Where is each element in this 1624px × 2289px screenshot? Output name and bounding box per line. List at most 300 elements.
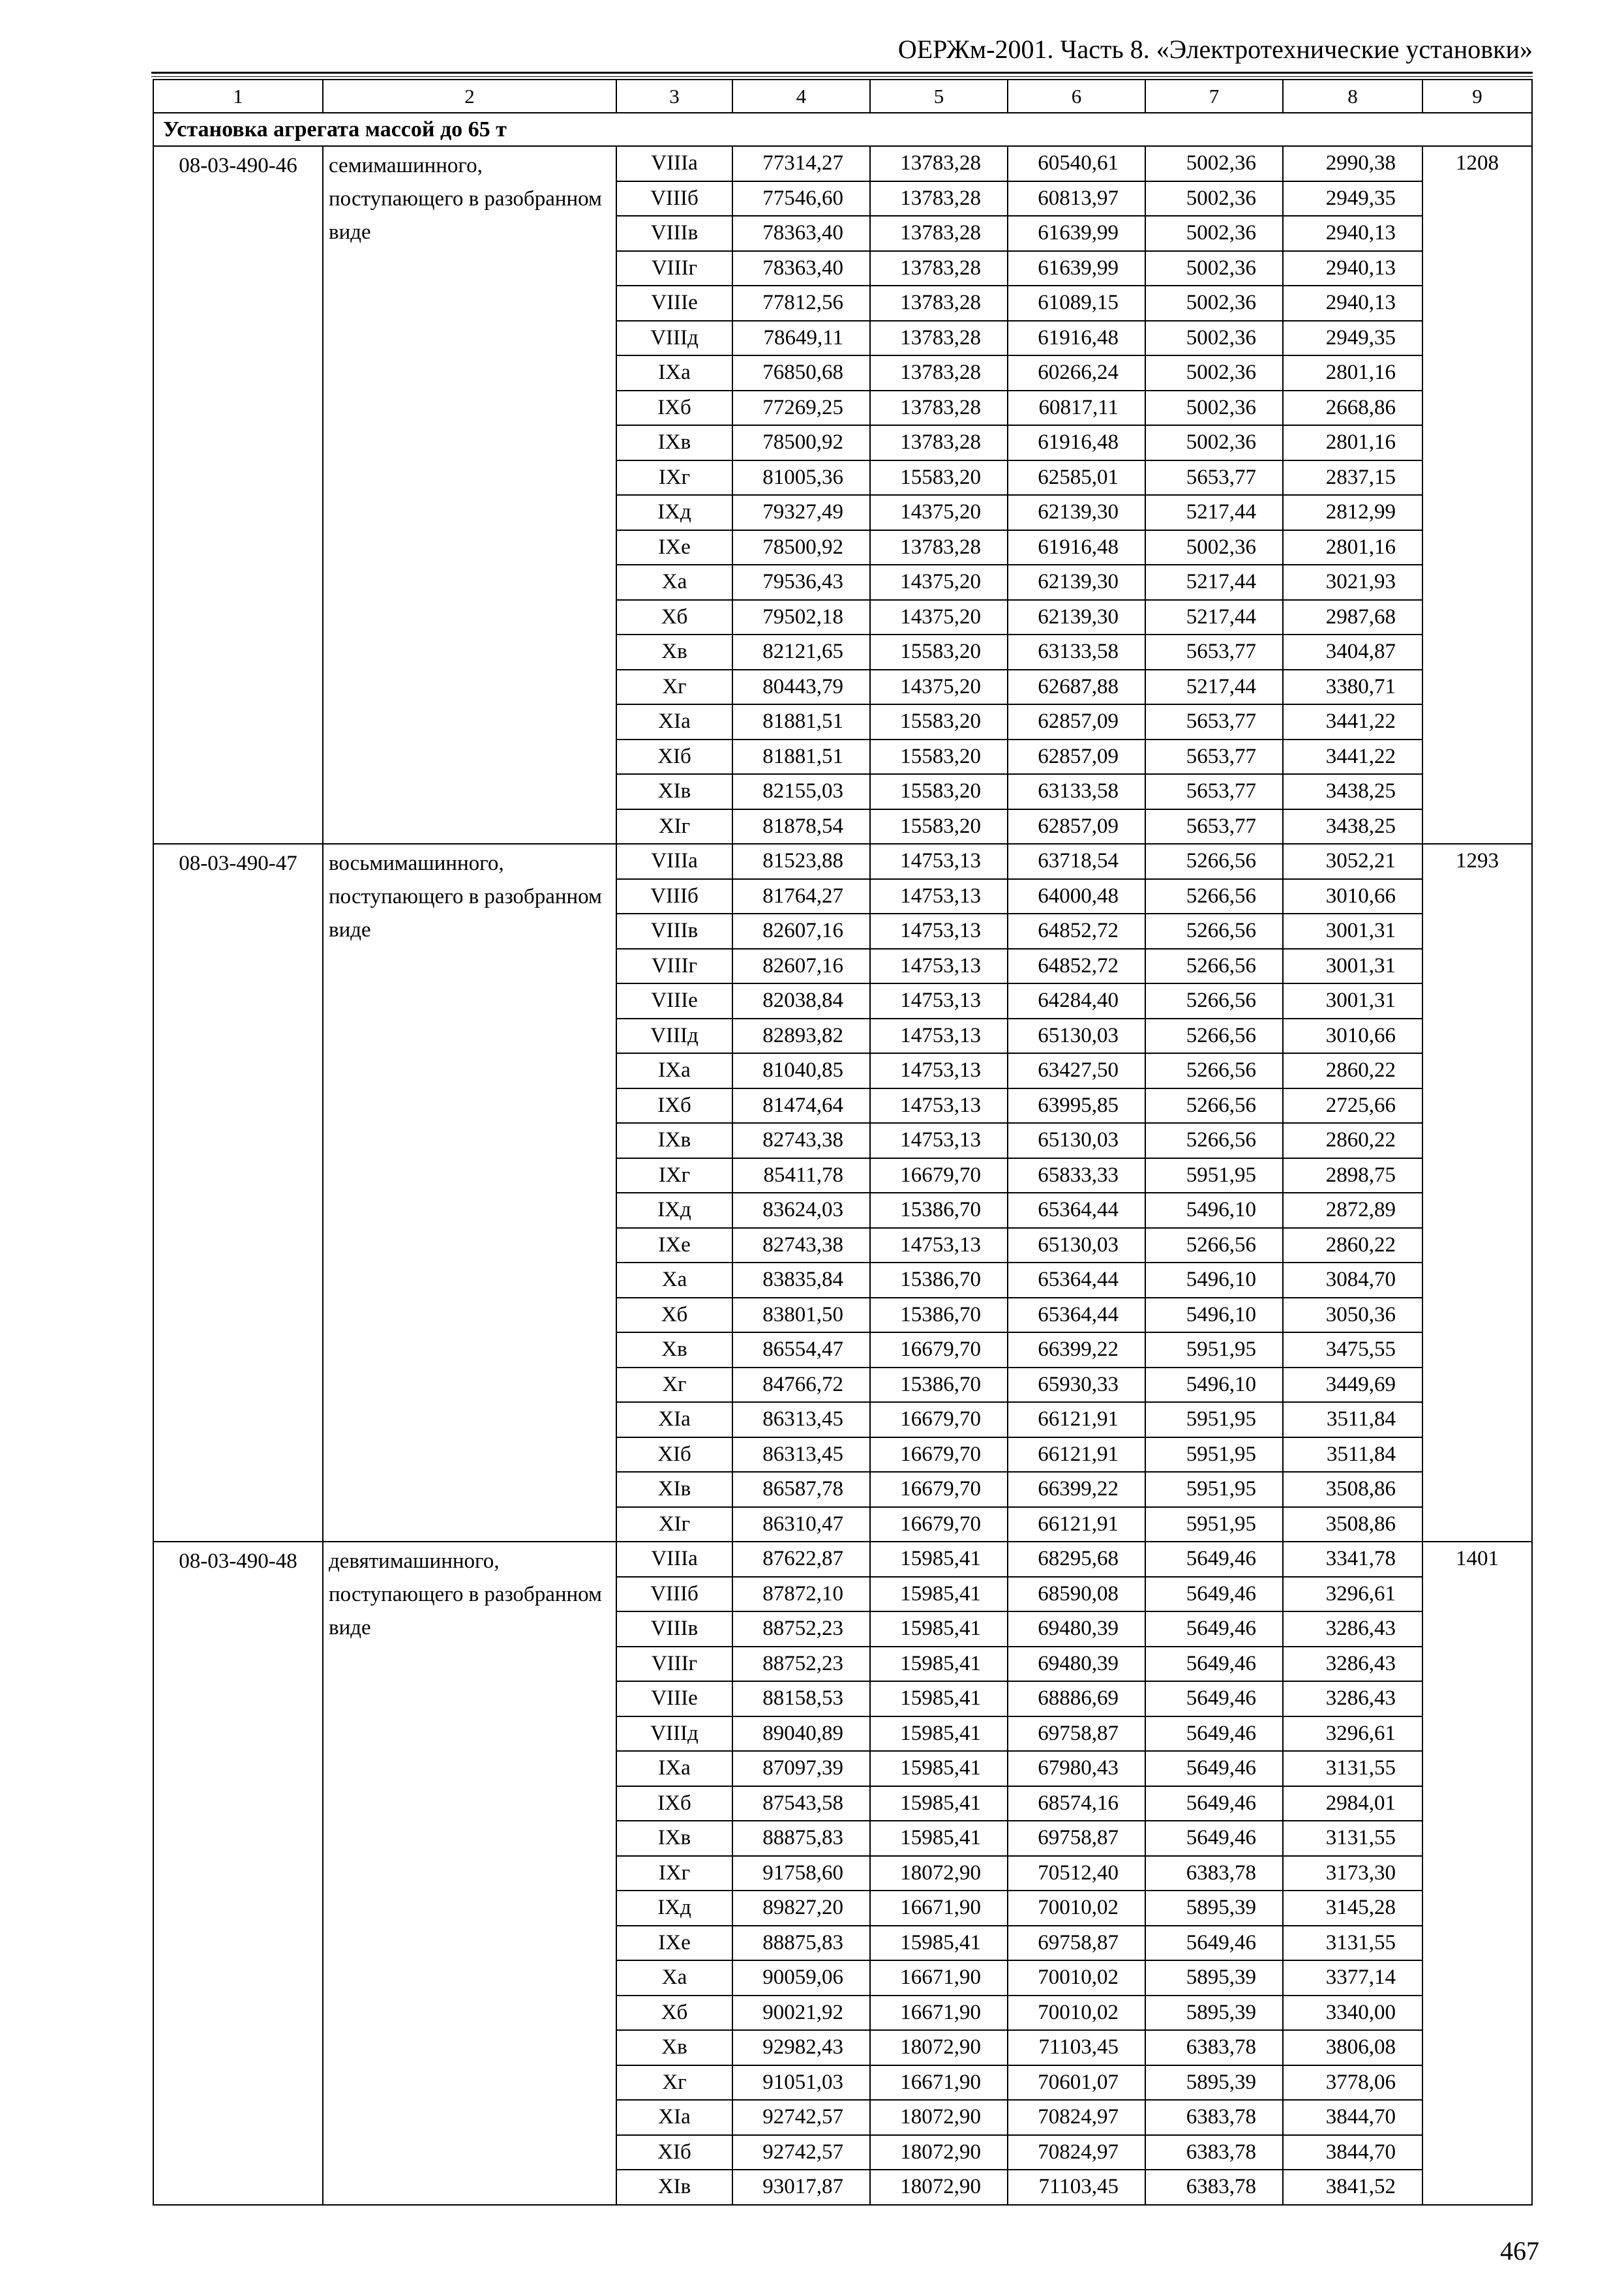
value-cell: 88158,53	[732, 1681, 870, 1716]
value-cell: 15583,20	[870, 460, 1008, 496]
value-cell: 5649,46	[1145, 1611, 1283, 1647]
value-cell: 3511,84	[1283, 1437, 1422, 1473]
value-cell: 5951,95	[1145, 1437, 1283, 1473]
value-cell: 13783,28	[870, 216, 1008, 251]
zone-cell: XIб	[616, 740, 732, 775]
zone-cell: XIв	[616, 774, 732, 809]
value-cell: 5217,44	[1145, 495, 1283, 530]
table-row	[153, 1542, 1532, 1577]
value-cell: 16679,70	[870, 1158, 1008, 1193]
value-cell: 3296,61	[1283, 1716, 1422, 1752]
value-cell: 3001,31	[1283, 983, 1422, 1019]
value-cell: 88752,23	[732, 1647, 870, 1682]
value-cell: 69758,87	[1008, 1926, 1145, 1961]
value-cell: 3001,31	[1283, 914, 1422, 949]
value-cell: 79536,43	[732, 565, 870, 600]
value-cell: 81523,88	[732, 844, 870, 879]
zone-cell: IXв	[616, 1821, 732, 1856]
value-cell: 3511,84	[1283, 1402, 1422, 1437]
value-cell: 5649,46	[1145, 1821, 1283, 1856]
value-cell: 78500,92	[732, 530, 870, 565]
value-cell: 15583,20	[870, 704, 1008, 740]
zone-cell: VIIIб	[616, 181, 732, 217]
value-cell: 5266,56	[1145, 879, 1283, 914]
zone-cell: VIIIа	[616, 146, 732, 181]
value-cell: 3296,61	[1283, 1577, 1422, 1612]
value-cell: 70010,02	[1008, 1960, 1145, 1996]
value-cell: 2898,75	[1283, 1158, 1422, 1193]
value-cell: 62139,30	[1008, 600, 1145, 635]
value-cell: 5266,56	[1145, 949, 1283, 984]
value-cell: 69480,39	[1008, 1611, 1145, 1647]
value-cell: 65833,33	[1008, 1158, 1145, 1193]
value-cell: 81474,64	[732, 1088, 870, 1124]
value-cell: 82743,38	[732, 1228, 870, 1263]
value-cell: 5649,46	[1145, 1926, 1283, 1961]
value-cell: 61916,48	[1008, 530, 1145, 565]
value-cell: 5951,95	[1145, 1402, 1283, 1437]
value-cell: 63427,50	[1008, 1053, 1145, 1088]
value-cell: 65930,33	[1008, 1368, 1145, 1403]
value-cell: 5002,36	[1145, 286, 1283, 321]
value-cell: 5895,39	[1145, 1891, 1283, 1926]
value-cell: 15985,41	[870, 1821, 1008, 1856]
zone-cell: XIб	[616, 1437, 732, 1473]
zone-cell: VIIIд	[616, 1716, 732, 1752]
value-cell: 5951,95	[1145, 1332, 1283, 1368]
value-cell: 66121,91	[1008, 1437, 1145, 1473]
value-cell: 61639,99	[1008, 216, 1145, 251]
value-cell: 78500,92	[732, 425, 870, 460]
header-rule-thin	[151, 76, 1533, 77]
value-cell: 2837,15	[1283, 460, 1422, 496]
value-cell: 14753,13	[870, 844, 1008, 879]
value-cell: 65130,03	[1008, 1123, 1145, 1158]
zone-cell: VIIIв	[616, 1611, 732, 1647]
value-cell: 5649,46	[1145, 1716, 1283, 1752]
value-cell: 3441,22	[1283, 740, 1422, 775]
zone-cell: VIIIг	[616, 251, 732, 286]
value-cell: 86313,45	[732, 1437, 870, 1473]
value-cell: 2949,35	[1283, 181, 1422, 217]
value-cell: 79327,49	[732, 495, 870, 530]
zone-cell: Xг	[616, 670, 732, 705]
zone-cell: VIIIе	[616, 1681, 732, 1716]
value-cell: 62857,09	[1008, 740, 1145, 775]
value-cell: 81040,85	[732, 1053, 870, 1088]
value-cell: 5653,77	[1145, 460, 1283, 496]
value-cell: 70512,40	[1008, 1856, 1145, 1891]
zone-cell: Xб	[616, 1298, 732, 1333]
value-cell: 68574,16	[1008, 1786, 1145, 1821]
value-cell: 3844,70	[1283, 2100, 1422, 2135]
value-cell: 3052,21	[1283, 844, 1422, 879]
value-cell: 81005,36	[732, 460, 870, 496]
value-cell: 15386,70	[870, 1298, 1008, 1333]
column-number: 7	[1145, 80, 1283, 113]
zone-cell: Xв	[616, 1332, 732, 1368]
value-cell: 5951,95	[1145, 1507, 1283, 1542]
value-cell: 15583,20	[870, 809, 1008, 845]
value-cell: 3010,66	[1283, 879, 1422, 914]
value-cell: 5653,77	[1145, 635, 1283, 670]
value-cell: 88875,83	[732, 1926, 870, 1961]
value-cell: 5217,44	[1145, 600, 1283, 635]
value-cell: 15985,41	[870, 1926, 1008, 1961]
value-cell: 15386,70	[870, 1193, 1008, 1228]
value-cell: 88752,23	[732, 1611, 870, 1647]
column-number: 4	[732, 80, 870, 113]
zone-cell: IXе	[616, 1228, 732, 1263]
value-cell: 13783,28	[870, 425, 1008, 460]
value-cell: 6383,78	[1145, 2135, 1283, 2170]
column-number: 2	[323, 80, 616, 113]
value-cell: 62585,01	[1008, 460, 1145, 496]
value-cell: 3286,43	[1283, 1647, 1422, 1682]
value-cell: 5895,39	[1145, 1960, 1283, 1996]
value-cell: 68886,69	[1008, 1681, 1145, 1716]
zone-cell: VIIIе	[616, 286, 732, 321]
value-cell: 82743,38	[732, 1123, 870, 1158]
value-cell: 81881,51	[732, 704, 870, 740]
zone-cell: XIа	[616, 2100, 732, 2135]
value-cell: 66399,22	[1008, 1332, 1145, 1368]
value-cell: 16679,70	[870, 1437, 1008, 1473]
value-cell: 64284,40	[1008, 983, 1145, 1019]
value-cell: 62139,30	[1008, 565, 1145, 600]
item-code: 08-03-490-48	[153, 1542, 323, 2205]
value-cell: 70010,02	[1008, 1891, 1145, 1926]
item-name: девятимашинного, поступающего в разобранном виде	[323, 1542, 616, 2205]
value-cell: 60540,61	[1008, 146, 1145, 181]
value-cell: 14753,13	[870, 949, 1008, 984]
zone-cell: Xа	[616, 565, 732, 600]
value-cell: 5951,95	[1145, 1158, 1283, 1193]
zone-cell: IXа	[616, 1053, 732, 1088]
value-cell: 13783,28	[870, 321, 1008, 356]
zone-cell: IXд	[616, 1891, 732, 1926]
value-cell: 70601,07	[1008, 2065, 1145, 2101]
column-number-row	[153, 80, 1532, 113]
value-cell: 92742,57	[732, 2135, 870, 2170]
value-cell: 3340,00	[1283, 1996, 1422, 2031]
value-cell: 65364,44	[1008, 1298, 1145, 1333]
value-cell: 6383,78	[1145, 2100, 1283, 2135]
value-cell: 13783,28	[870, 530, 1008, 565]
value-cell: 82893,82	[732, 1019, 870, 1054]
value-cell: 3131,55	[1283, 1926, 1422, 1961]
value-cell: 13783,28	[870, 355, 1008, 391]
col9-value: 1401	[1422, 1542, 1532, 2205]
zone-cell: Xб	[616, 1996, 732, 2031]
value-cell: 2984,01	[1283, 1786, 1422, 1821]
value-cell: 61089,15	[1008, 286, 1145, 321]
value-cell: 5266,56	[1145, 983, 1283, 1019]
column-number: 3	[616, 80, 732, 113]
value-cell: 5217,44	[1145, 565, 1283, 600]
value-cell: 63133,58	[1008, 774, 1145, 809]
value-cell: 91758,60	[732, 1856, 870, 1891]
section-title: Установка агрегата массой до 65 т	[153, 113, 1532, 146]
value-cell: 2860,22	[1283, 1123, 1422, 1158]
value-cell: 18072,90	[870, 2100, 1008, 2135]
zone-cell: Xг	[616, 1368, 732, 1403]
zone-cell: VIIIе	[616, 983, 732, 1019]
value-cell: 16679,70	[870, 1472, 1008, 1507]
value-cell: 15583,20	[870, 774, 1008, 809]
zone-cell: IXе	[616, 1926, 732, 1961]
zone-cell: IXа	[616, 1751, 732, 1786]
value-cell: 5951,95	[1145, 1472, 1283, 1507]
zone-cell: VIIIд	[616, 1019, 732, 1054]
column-number: 1	[153, 80, 323, 113]
value-cell: 16671,90	[870, 2065, 1008, 2101]
value-cell: 5266,56	[1145, 914, 1283, 949]
table-row	[153, 146, 1532, 181]
value-cell: 65130,03	[1008, 1019, 1145, 1054]
value-cell: 15386,70	[870, 1368, 1008, 1403]
value-cell: 5649,46	[1145, 1681, 1283, 1716]
value-cell: 13783,28	[870, 251, 1008, 286]
value-cell: 2668,86	[1283, 391, 1422, 426]
value-cell: 85411,78	[732, 1158, 870, 1193]
section-row	[153, 113, 1532, 146]
value-cell: 14753,13	[870, 1088, 1008, 1124]
value-cell: 16679,70	[870, 1332, 1008, 1368]
value-cell: 92982,43	[732, 2030, 870, 2065]
value-cell: 2987,68	[1283, 600, 1422, 635]
value-cell: 14753,13	[870, 1228, 1008, 1263]
value-cell: 66121,91	[1008, 1402, 1145, 1437]
value-cell: 77546,60	[732, 181, 870, 217]
value-cell: 5496,10	[1145, 1193, 1283, 1228]
value-cell: 5002,36	[1145, 391, 1283, 426]
value-cell: 3449,69	[1283, 1368, 1422, 1403]
item-name: восьмимашинного, поступающего в разобранном виде	[323, 844, 616, 1542]
value-cell: 2860,22	[1283, 1228, 1422, 1263]
value-cell: 3084,70	[1283, 1263, 1422, 1298]
value-cell: 86587,78	[732, 1472, 870, 1507]
value-cell: 82155,03	[732, 774, 870, 809]
value-cell: 5002,36	[1145, 530, 1283, 565]
zone-cell: IXб	[616, 391, 732, 426]
value-cell: 2940,13	[1283, 216, 1422, 251]
zone-cell: IXа	[616, 355, 732, 391]
zone-cell: VIIIа	[616, 844, 732, 879]
zone-cell: VIIIв	[616, 216, 732, 251]
value-cell: 2860,22	[1283, 1053, 1422, 1088]
value-cell: 70824,97	[1008, 2135, 1145, 2170]
value-cell: 86554,47	[732, 1332, 870, 1368]
value-cell: 14753,13	[870, 1123, 1008, 1158]
value-cell: 6383,78	[1145, 2170, 1283, 2205]
item-name: семимашинного, поступающего в разобранном виде	[323, 146, 616, 844]
value-cell: 68295,68	[1008, 1542, 1145, 1577]
value-cell: 14753,13	[870, 1053, 1008, 1088]
value-cell: 90059,06	[732, 1960, 870, 1996]
value-cell: 69480,39	[1008, 1647, 1145, 1682]
value-cell: 5002,36	[1145, 321, 1283, 356]
value-cell: 2801,16	[1283, 355, 1422, 391]
zone-cell: Xб	[616, 600, 732, 635]
zone-cell: IXг	[616, 1856, 732, 1891]
value-cell: 87097,39	[732, 1751, 870, 1786]
value-cell: 2872,89	[1283, 1193, 1422, 1228]
value-cell: 15985,41	[870, 1611, 1008, 1647]
value-cell: 13783,28	[870, 286, 1008, 321]
value-cell: 62857,09	[1008, 809, 1145, 845]
value-cell: 5649,46	[1145, 1647, 1283, 1682]
value-cell: 16671,90	[870, 1996, 1008, 2031]
value-cell: 86310,47	[732, 1507, 870, 1542]
zone-cell: IXв	[616, 425, 732, 460]
value-cell: 18072,90	[870, 2135, 1008, 2170]
value-cell: 77269,25	[732, 391, 870, 426]
zone-cell: VIIIг	[616, 1647, 732, 1682]
value-cell: 81881,51	[732, 740, 870, 775]
value-cell: 15985,41	[870, 1647, 1008, 1682]
zone-cell: VIIIа	[616, 1542, 732, 1577]
column-number: 6	[1008, 80, 1145, 113]
value-cell: 5266,56	[1145, 1088, 1283, 1124]
value-cell: 14753,13	[870, 983, 1008, 1019]
zone-cell: XIа	[616, 1402, 732, 1437]
value-cell: 5002,36	[1145, 216, 1283, 251]
value-cell: 5649,46	[1145, 1751, 1283, 1786]
zone-cell: IXд	[616, 495, 732, 530]
value-cell: 5266,56	[1145, 1123, 1283, 1158]
value-cell: 83801,50	[732, 1298, 870, 1333]
value-cell: 5653,77	[1145, 704, 1283, 740]
item-code: 08-03-490-47	[153, 844, 323, 1542]
value-cell: 5002,36	[1145, 355, 1283, 391]
value-cell: 3173,30	[1283, 1856, 1422, 1891]
value-cell: 14753,13	[870, 1019, 1008, 1054]
zone-cell: XIв	[616, 1472, 732, 1507]
value-cell: 3377,14	[1283, 1960, 1422, 1996]
value-cell: 83835,84	[732, 1263, 870, 1298]
value-cell: 15985,41	[870, 1716, 1008, 1752]
zone-cell: IXв	[616, 1123, 732, 1158]
value-cell: 83624,03	[732, 1193, 870, 1228]
value-cell: 14375,20	[870, 495, 1008, 530]
value-cell: 88875,83	[732, 1821, 870, 1856]
zone-cell: VIIIг	[616, 949, 732, 984]
value-cell: 62139,30	[1008, 495, 1145, 530]
value-cell: 5266,56	[1145, 1228, 1283, 1263]
value-cell: 66121,91	[1008, 1507, 1145, 1542]
value-cell: 61916,48	[1008, 425, 1145, 460]
zone-cell: IXг	[616, 1158, 732, 1193]
zone-cell: XIб	[616, 2135, 732, 2170]
value-cell: 60266,24	[1008, 355, 1145, 391]
value-cell: 3508,86	[1283, 1472, 1422, 1507]
value-cell: 3050,36	[1283, 1298, 1422, 1333]
value-cell: 5266,56	[1145, 844, 1283, 879]
value-cell: 89040,89	[732, 1716, 870, 1752]
value-cell: 78363,40	[732, 216, 870, 251]
zone-cell: VIIIб	[616, 1577, 732, 1612]
value-cell: 2801,16	[1283, 530, 1422, 565]
value-cell: 3131,55	[1283, 1751, 1422, 1786]
value-cell: 3475,55	[1283, 1332, 1422, 1368]
value-cell: 65130,03	[1008, 1228, 1145, 1263]
value-cell: 62857,09	[1008, 704, 1145, 740]
value-cell: 71103,45	[1008, 2170, 1145, 2205]
value-cell: 69758,87	[1008, 1821, 1145, 1856]
value-cell: 70010,02	[1008, 1996, 1145, 2031]
value-cell: 5266,56	[1145, 1019, 1283, 1054]
zone-cell: Xг	[616, 2065, 732, 2101]
zone-cell: XIг	[616, 809, 732, 845]
zone-cell: XIв	[616, 2170, 732, 2205]
value-cell: 63995,85	[1008, 1088, 1145, 1124]
value-cell: 87622,87	[732, 1542, 870, 1577]
value-cell: 2990,38	[1283, 146, 1422, 181]
value-cell: 78363,40	[732, 251, 870, 286]
value-cell: 15985,41	[870, 1751, 1008, 1786]
value-cell: 61639,99	[1008, 251, 1145, 286]
value-cell: 62687,88	[1008, 670, 1145, 705]
value-cell: 3001,31	[1283, 949, 1422, 984]
zone-cell: VIIIд	[616, 321, 732, 356]
price-table	[153, 79, 1533, 2206]
value-cell: 14375,20	[870, 600, 1008, 635]
value-cell: 5496,10	[1145, 1263, 1283, 1298]
value-cell: 67980,43	[1008, 1751, 1145, 1786]
value-cell: 89827,20	[732, 1891, 870, 1926]
value-cell: 77314,27	[732, 146, 870, 181]
column-number: 8	[1283, 80, 1422, 113]
value-cell: 5002,36	[1145, 181, 1283, 217]
zone-cell: XIа	[616, 704, 732, 740]
value-cell: 77812,56	[732, 286, 870, 321]
value-cell: 3438,25	[1283, 809, 1422, 845]
value-cell: 15386,70	[870, 1263, 1008, 1298]
value-cell: 5496,10	[1145, 1298, 1283, 1333]
value-cell: 5653,77	[1145, 774, 1283, 809]
zone-cell: IXг	[616, 460, 732, 496]
value-cell: 3131,55	[1283, 1821, 1422, 1856]
value-cell: 2801,16	[1283, 425, 1422, 460]
zone-cell: XIг	[616, 1507, 732, 1542]
value-cell: 91051,03	[732, 2065, 870, 2101]
value-cell: 69758,87	[1008, 1716, 1145, 1752]
value-cell: 82607,16	[732, 949, 870, 984]
zone-cell: Xа	[616, 1960, 732, 1996]
value-cell: 81764,27	[732, 879, 870, 914]
value-cell: 5002,36	[1145, 425, 1283, 460]
value-cell: 2940,13	[1283, 286, 1422, 321]
value-cell: 5895,39	[1145, 1996, 1283, 2031]
zone-cell: VIIIв	[616, 914, 732, 949]
value-cell: 5653,77	[1145, 809, 1283, 845]
value-cell: 2812,99	[1283, 495, 1422, 530]
value-cell: 3778,06	[1283, 2065, 1422, 2101]
value-cell: 3806,08	[1283, 2030, 1422, 2065]
value-cell: 65364,44	[1008, 1193, 1145, 1228]
value-cell: 60813,97	[1008, 181, 1145, 217]
value-cell: 5649,46	[1145, 1542, 1283, 1577]
column-number: 9	[1422, 80, 1532, 113]
value-cell: 15985,41	[870, 1786, 1008, 1821]
value-cell: 16679,70	[870, 1402, 1008, 1437]
table-row	[153, 844, 1532, 879]
value-cell: 3438,25	[1283, 774, 1422, 809]
value-cell: 5217,44	[1145, 670, 1283, 705]
value-cell: 63718,54	[1008, 844, 1145, 879]
value-cell: 87872,10	[732, 1577, 870, 1612]
